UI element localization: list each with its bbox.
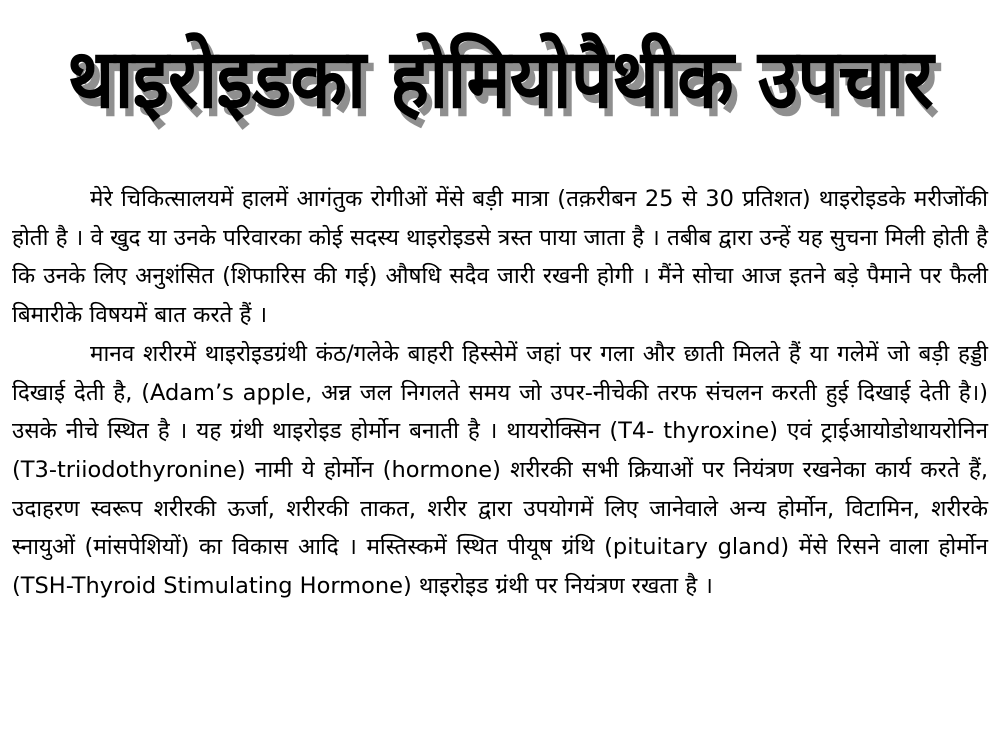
document-title: थाइरोइडका होमियोपैथीक उपचार bbox=[67, 32, 933, 127]
document-body bbox=[12, 180, 988, 606]
paragraph-thyroid-gland: मानव शरीरमें थाइरोइडग्रंथी कंठ/गलेके बाहरी हिस्सेमें जहां पर गला और छाती मिलते हैं या गलेमें जो बड़ी हड्डी दिखाई देती है, (Adam’s apple, अन्न जल निगलते समय जो उपर-नीचेकी तरफ संचलन करती हुई दिखाई देती है।) उसके नीचे स्थित है । यह ग्रंथी थाइरोइड होर्मोन बनाती है । थायरोक्सिन (T4- thyroxine) एवं ट्राईआयोडोथायरोनिन (T3-triiodothyronine) नामी ये होर्मोन (hormone) शरीरकी सभी क्रियाओं पर नियंत्रण रखनेका कार्य करते हैं, उदाहरण स्वरूप शरीरकी ऊर्जा, शरीरकी ताकत, शरीर द्वारा उपयोगमें लिए जानेवाले अन्य होर्मोन, विटामिन, शरीरके स्नायुओं (मांसपेशियों) का विकास आदि । मस्तिस्कमें स्थित पीयूष ग्रंथि (pituitary gland) मेंसे रिसने वाला होर्मोन (TSH-Thyroid Stimulating Hormone) थाइरोइड ग्रंथी पर नियंत्रण रखता है । bbox=[12, 340, 988, 600]
paragraph-intro: मेरे चिकित्सालयमें हालमें आगंतुक रोगीओं मेंसे बड़ी मात्रा (तक़रीबन 25 से 30 प्रतिशत) थाइरोइडके मरीजोंकी होती है । वे खुद या उनके परिवारका कोई सदस्य थाइरोइडसे त्रस्त पाया जाता है । तबीब द्वारा उन्हें यह सुचना मिली होती है कि उनके लिए अनुशंसित (शिफारिस की गई) औषधि सदैव जारी रखनी होगी । मैंने सोचा आज इतने बड़े पैमाने पर फैली बिमारीके विषयमें बात करते हैं । bbox=[12, 186, 988, 329]
